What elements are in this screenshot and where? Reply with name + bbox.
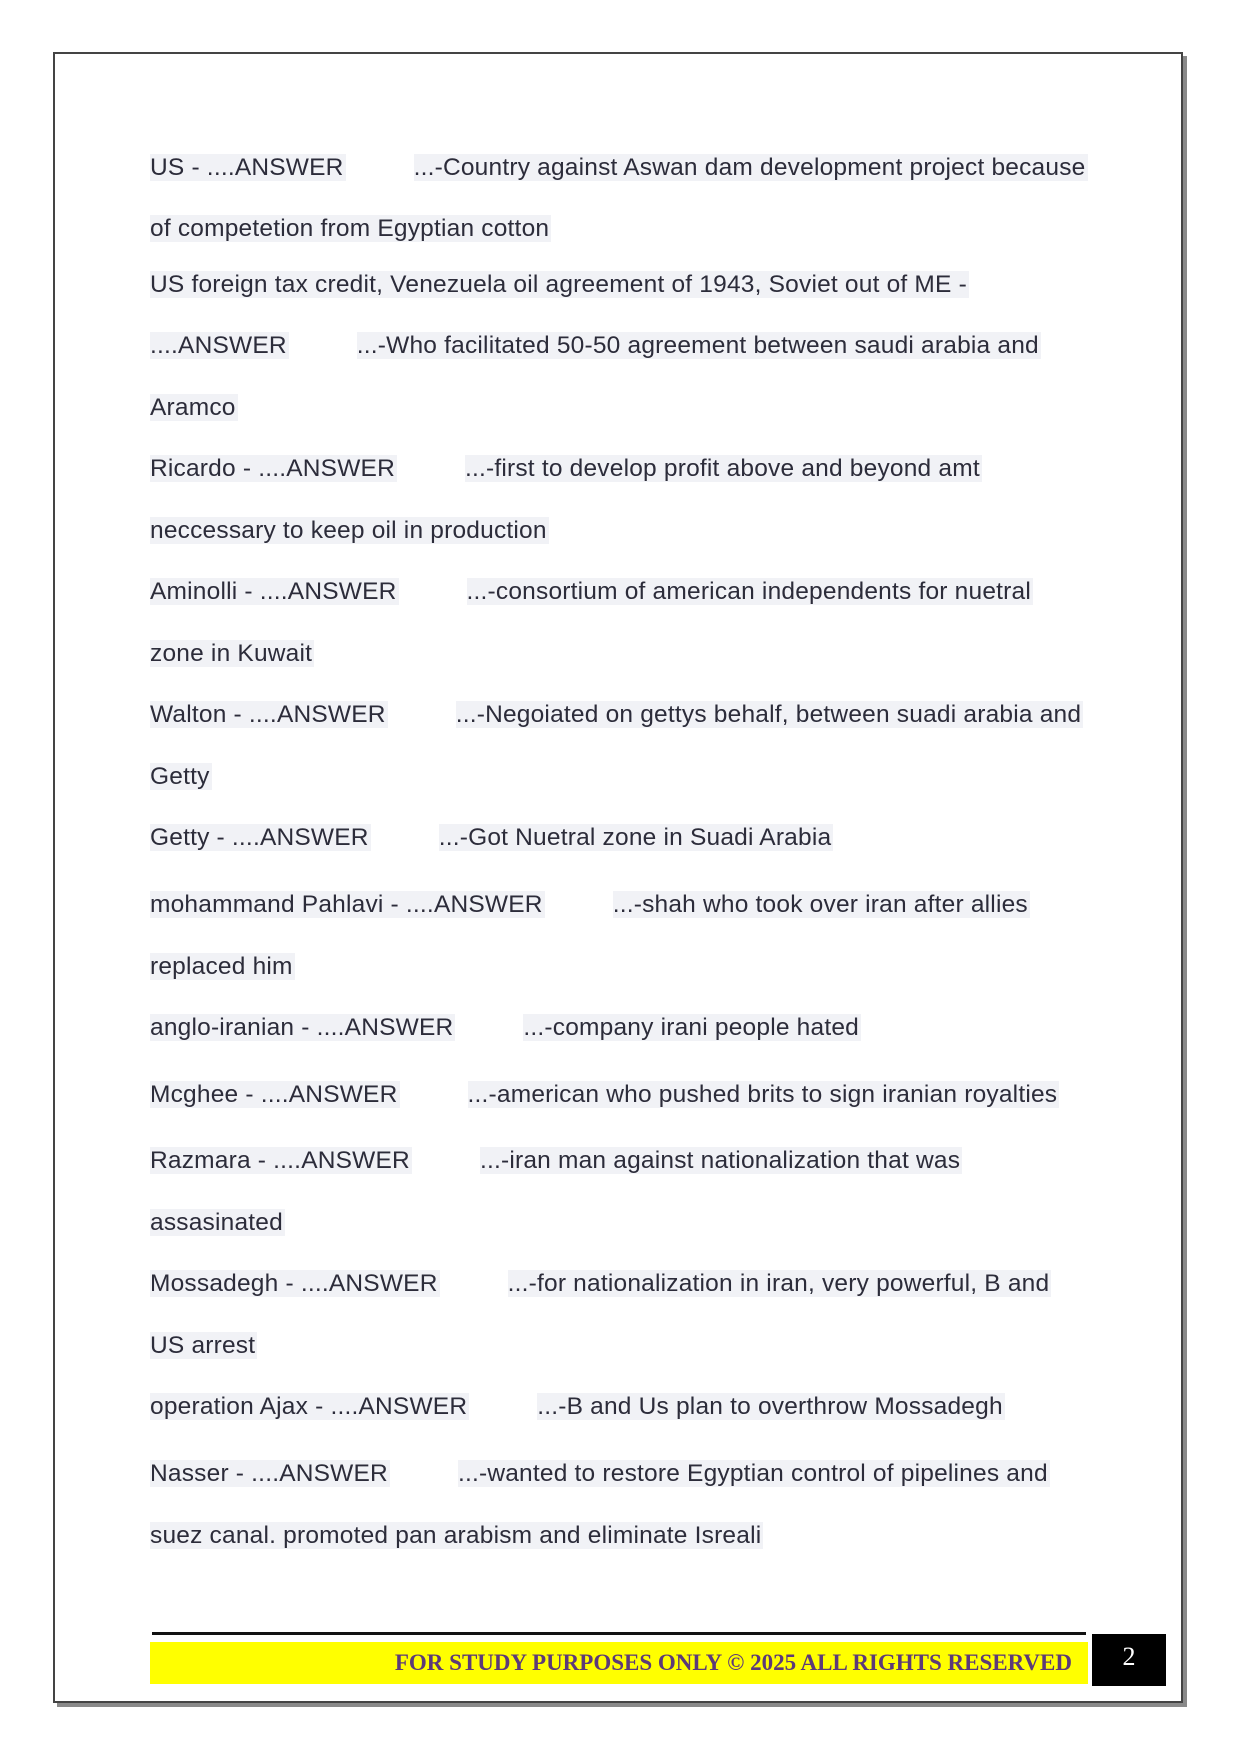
answer-text: ...-first to develop profit above and beyond amt <box>464 455 980 482</box>
qa-line <box>150 1013 861 1043</box>
continuation-line: Getty <box>150 763 210 790</box>
term-text: mohammand Pahlavi - ....ANSWER <box>150 891 543 918</box>
term-text: Mcghee - ....ANSWER <box>150 1081 398 1108</box>
continuation-line: Aramco <box>150 394 236 421</box>
answer-text: ...-company irani people hated <box>523 1014 859 1041</box>
answer-text: ...-shah who took over iran after allies <box>612 891 1028 918</box>
term-text: anglo-iranian - ....ANSWER <box>150 1014 454 1041</box>
continuation-line: US arrest <box>150 1332 256 1359</box>
term-text: operation Ajax - ....ANSWER <box>150 1393 468 1420</box>
qa-line <box>150 454 982 484</box>
answer-text: ...-Negoiated on gettys behalf, between suadi arabia and <box>455 701 1082 728</box>
continuation-line: suez canal. promoted pan arabism and eliminate Isreali <box>150 1522 762 1549</box>
answer-text: ...-wanted to restore Egyptian control of pipelines and <box>457 1460 1048 1487</box>
continuation-line: replaced him <box>150 953 293 980</box>
term-text: Mossadegh - ....ANSWER <box>150 1270 438 1297</box>
answer-text: ...-Who facilitated 50-50 agreement between saudi arabia and <box>356 332 1039 359</box>
continuation-line: neccessary to keep oil in production <box>150 517 547 544</box>
answer-text: ...-iran man against nationalization that was <box>479 1147 961 1174</box>
term-text: Aminolli - ....ANSWER <box>150 578 397 605</box>
qa-line <box>150 1459 1050 1489</box>
continuation-line: assasinated <box>150 1209 283 1236</box>
answer-text: ...-for nationalization in iran, very powerful, B and <box>507 1270 1050 1297</box>
term-text: Razmara - ....ANSWER <box>150 1147 410 1174</box>
answer-text: ...-american who pushed brits to sign iranian royalties <box>467 1081 1058 1108</box>
qa-line <box>150 153 1088 183</box>
continuation-line: US foreign tax credit, Venezuela oil agreement of 1943, Soviet out of ME - <box>150 271 967 298</box>
page-number: 2 <box>1092 1634 1166 1686</box>
answer-text: ...-B and Us plan to overthrow Mossadegh <box>537 1393 1003 1420</box>
term-text: Walton - ....ANSWER <box>150 701 386 728</box>
term-text: ....ANSWER <box>150 332 287 359</box>
qa-line <box>150 331 1041 361</box>
answer-text: ...-consortium of american independents for nuetral <box>466 578 1031 605</box>
qa-line <box>150 577 1033 607</box>
term-text: Nasser - ....ANSWER <box>150 1460 388 1487</box>
qa-line <box>150 823 833 853</box>
qa-line <box>150 1392 1005 1422</box>
qa-line <box>150 700 1083 730</box>
term-text: US - ....ANSWER <box>150 154 344 181</box>
continuation-line: zone in Kuwait <box>150 640 313 667</box>
term-text: Getty - ....ANSWER <box>150 824 369 851</box>
qa-line <box>150 1080 1059 1110</box>
term-text: Ricardo - ....ANSWER <box>150 455 395 482</box>
qa-line <box>150 890 1030 920</box>
footer-divider <box>152 1632 1086 1635</box>
answer-text: ...-Got Nuetral zone in Suadi Arabia <box>438 824 832 851</box>
continuation-line: of competetion from Egyptian cotton <box>150 215 550 242</box>
qa-line <box>150 1269 1051 1299</box>
qa-line <box>150 1146 962 1176</box>
footer-band <box>150 1642 1088 1684</box>
footer-notice: FOR STUDY PURPOSES ONLY © 2025 ALL RIGHTS RESERVED <box>394 1650 1072 1675</box>
answer-text: ...-Country against Aswan dam development project because <box>413 154 1086 181</box>
